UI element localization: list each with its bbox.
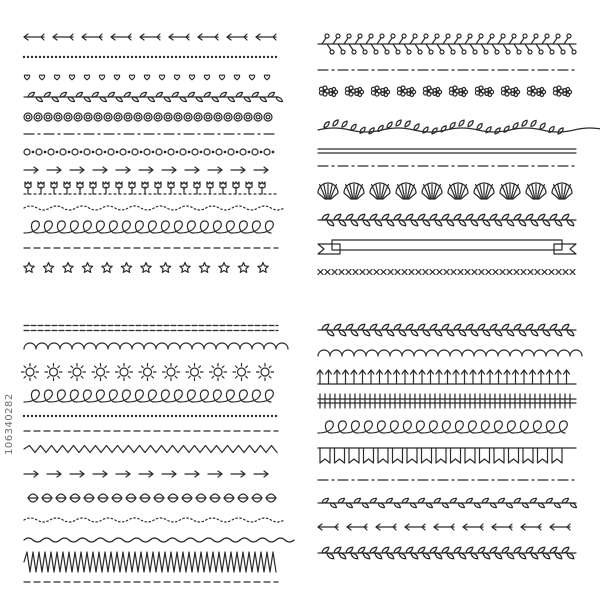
panel-top-left (23, 34, 284, 272)
border-row-berry-branch (318, 34, 576, 54)
border-row-dotted-line (23, 56, 276, 57)
border-row-spirals (24, 113, 272, 121)
border-row-leaf-branch (318, 213, 576, 227)
border-row-leaf-vine (24, 91, 284, 103)
border-row-double-line (318, 149, 576, 153)
border-row-arrows-right (24, 167, 268, 173)
border-row-suns (22, 364, 274, 381)
border-row-cross-stitch (318, 270, 575, 275)
border-row-wave (24, 538, 294, 542)
stock-image-id: 106340282 (4, 393, 15, 455)
border-row-double-dashed (24, 326, 278, 331)
border-row-leaf-vine (318, 497, 578, 509)
border-row-loops (24, 390, 273, 402)
border-row-scallop (318, 350, 582, 356)
border-row-stars (24, 263, 268, 273)
panel-top-right (318, 34, 600, 275)
border-row-dotted-wave (24, 518, 284, 522)
border-row-fence (318, 394, 576, 408)
border-row-ribbon-banner (318, 240, 576, 254)
border-row-flowers (319, 86, 571, 96)
border-row-arrows-left (318, 524, 570, 530)
panel-bottom-right (317, 323, 582, 560)
border-row-leaf-swag (318, 119, 600, 135)
panel-bottom-left (22, 326, 295, 583)
border-row-leaf-branch (318, 323, 576, 337)
border-row-flags (318, 448, 576, 463)
border-row-dotted-wave (24, 206, 284, 210)
border-row-loops (318, 421, 567, 433)
border-row-circles-dots (24, 149, 274, 155)
border-row-shells (318, 183, 572, 199)
border-row-diamond-leaves (28, 494, 276, 502)
border-row-arrows-left (24, 34, 276, 40)
border-row-arrows-up (317, 370, 576, 384)
border-row-dotted-line (23, 415, 276, 416)
border-row-tulips (24, 182, 278, 194)
border-row-zigzag-dense (24, 552, 276, 572)
border-row-leaf-branch (318, 546, 576, 560)
border-row-scallop (24, 343, 288, 349)
border-row-arrows-right (24, 471, 268, 477)
border-row-zigzag (24, 446, 277, 453)
border-row-hearts (24, 75, 269, 80)
border-row-loops (24, 221, 273, 233)
